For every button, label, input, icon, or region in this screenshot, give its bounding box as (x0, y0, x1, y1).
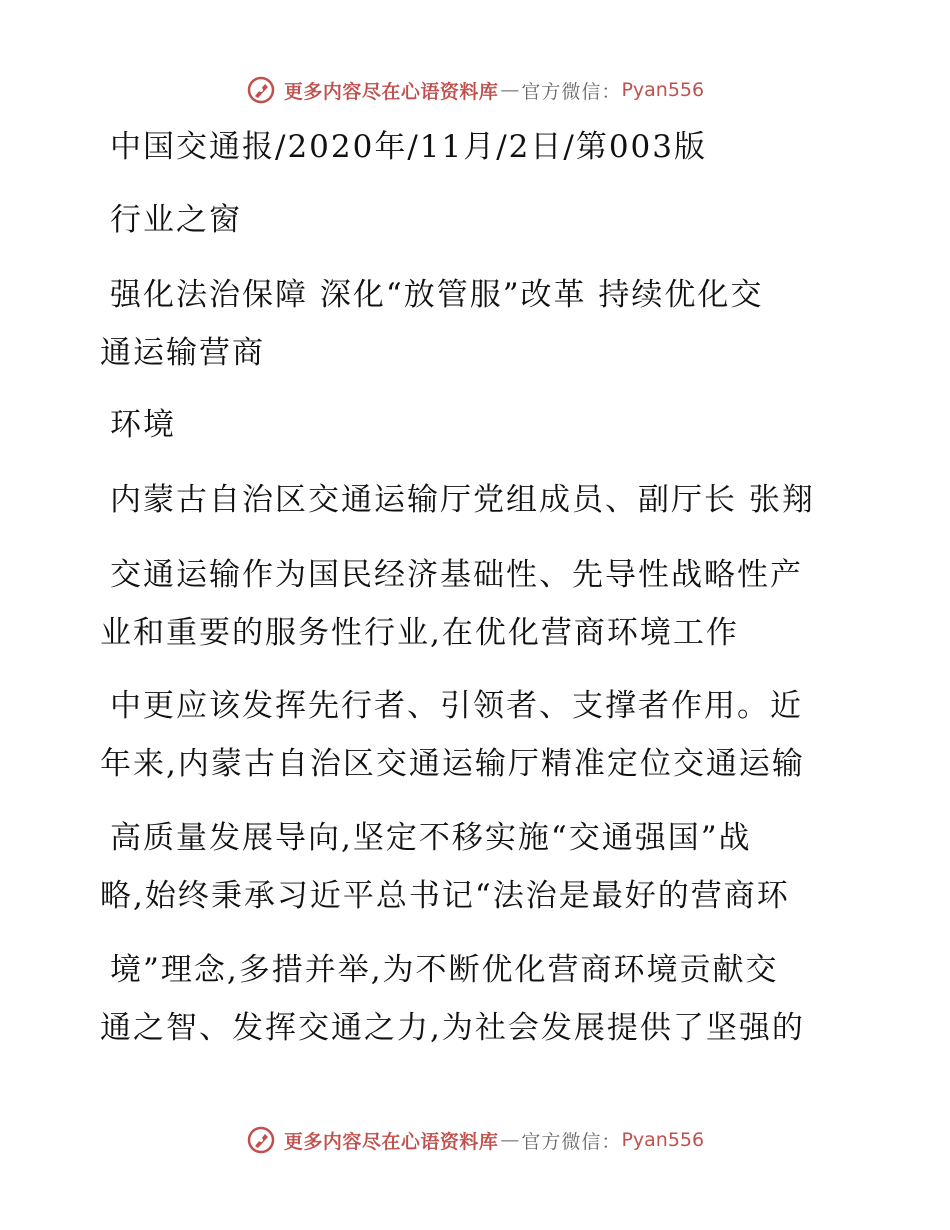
watermark-dash: — (500, 79, 520, 101)
article-body-line: 高质量发展导向,坚定不移实施“交通强国”战 (110, 820, 752, 856)
pen-nib-logo-icon (246, 1125, 276, 1155)
watermark-wechat-id: Pyan556 (621, 79, 705, 101)
article-body-line: 中更应该发挥先行者、引领者、支撑者作用。近 (110, 688, 803, 724)
article-title-line-3: 环境 (110, 407, 176, 443)
pen-nib-logo-icon (246, 75, 276, 105)
article-body-line: 业和重要的服务性行业,在优化营商环境工作 (100, 615, 739, 651)
watermark-dash: — (500, 1129, 520, 1151)
article-source-line: 中国交通报/2020年/11月/2日/第003版 (110, 129, 708, 165)
header-watermark (0, 72, 950, 108)
watermark-official-text: 官方微信： (521, 1130, 622, 1153)
article-title-line-2: 通运输营商 (100, 335, 265, 371)
article-title-line-1: 强化法治保障 深化“放管服”改革 持续优化交 (110, 277, 764, 313)
article-author-line: 内蒙古自治区交通运输厅党组成员、副厅长 张翔 (110, 482, 815, 518)
watermark-official-text: 官方微信： (521, 80, 622, 103)
article-section-name: 行业之窗 (110, 202, 242, 238)
watermark-wechat-id: Pyan556 (621, 1129, 705, 1151)
footer-watermark (0, 1122, 950, 1158)
article-body-line: 境”理念,多措并举,为不断优化营商环境贡献交 (110, 952, 779, 988)
article-body-line: 通之智、发挥交通之力,为社会发展提供了坚强的 (100, 1010, 805, 1046)
article-body-line: 略,始终秉承习近平总书记“法治是最好的营商环 (100, 878, 790, 914)
watermark-site-text: 更多内容尽在心语资料库 (283, 1130, 499, 1153)
article-body-line: 年来,内蒙古自治区交通运输厅精准定位交通运输 (100, 746, 805, 782)
article-body-line: 交通运输作为国民经济基础性、先导性战略性产 (110, 557, 803, 593)
watermark-site-text: 更多内容尽在心语资料库 (283, 80, 499, 103)
